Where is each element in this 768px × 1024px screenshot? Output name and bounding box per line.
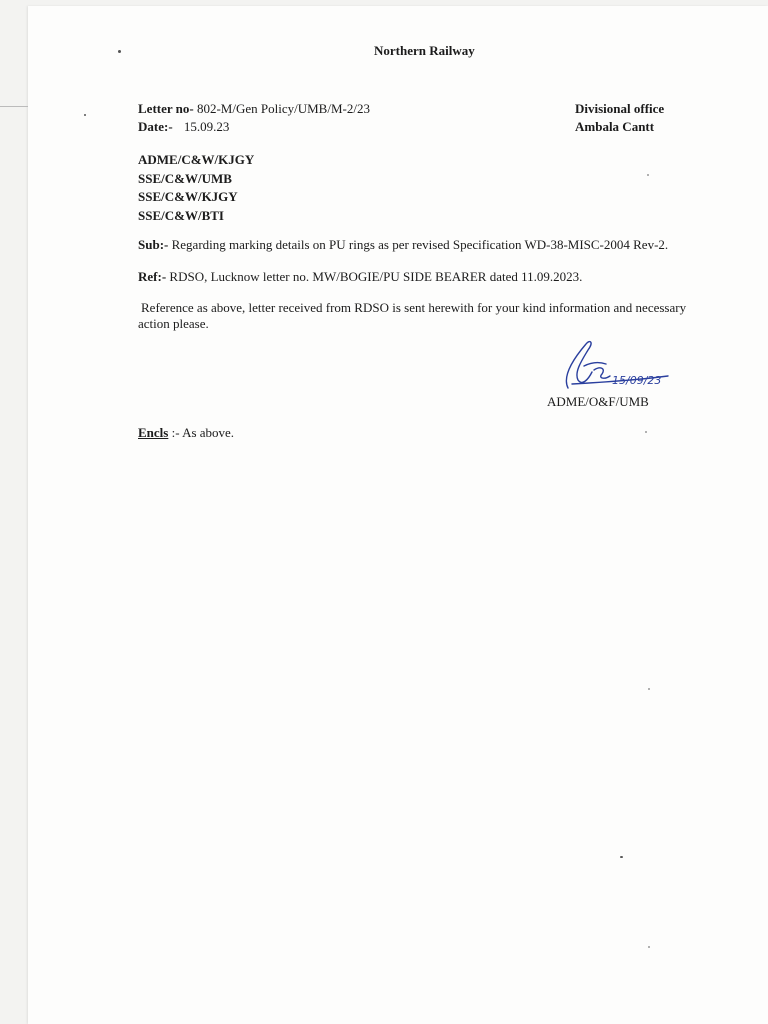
signatory-designation: ADME/O&F/UMB <box>547 394 649 409</box>
paper-speck <box>620 856 623 858</box>
handwritten-signature <box>548 336 678 398</box>
office-name: Divisional office <box>575 101 665 116</box>
letter-number-value: 802-M/Gen Policy/UMB/M-2/23 <box>196 101 370 116</box>
signature-date: 15/09/23 <box>612 374 662 387</box>
letter-page <box>28 6 768 1024</box>
letter-number <box>138 101 370 117</box>
enclosures-label: Encls <box>138 425 169 440</box>
reference-line <box>138 269 708 285</box>
reference-text: RDSO, Lucknow letter no. MW/BOGIE/PU SIDE BEARER dated 11.09.2023. <box>169 269 583 284</box>
subject-label: Sub:- <box>138 237 169 252</box>
enclosures-line <box>138 425 234 441</box>
date-label: Date:- <box>138 119 173 134</box>
organization-heading: Northern Railway <box>374 43 475 58</box>
recipient-item: SSE/C&W/BTI <box>138 207 224 223</box>
date-value: 15.09.23 <box>183 119 230 134</box>
subject-text: Regarding marking details on PU rings as per revised Specification WD-38-MISC-2004 Rev-2. <box>171 237 669 252</box>
paper-speck <box>645 431 647 433</box>
recipient-list <box>138 151 254 225</box>
paper-speck <box>118 50 121 53</box>
recipient-item: SSE/C&W/UMB <box>138 170 232 186</box>
enclosures-text: :- As above. <box>171 425 235 440</box>
reference-label: Ref:- <box>138 269 167 284</box>
paper-speck <box>648 946 650 948</box>
paper-speck <box>84 114 86 116</box>
office-location: Ambala Cantt <box>575 119 655 134</box>
body-paragraph: Reference as above, letter received from RDSO is sent herewith for your kind information and necessary action please. <box>138 300 687 331</box>
paper-speck <box>648 688 650 690</box>
letter-date <box>138 119 229 135</box>
subject-line <box>138 237 708 253</box>
recipient-item: ADME/C&W/KJGY <box>138 152 255 167</box>
scan-edge-mark <box>0 106 28 107</box>
recipient-item: SSE/C&W/KJGY <box>138 189 238 204</box>
letter-number-label: Letter no- <box>138 101 194 116</box>
paper-speck <box>647 174 649 176</box>
